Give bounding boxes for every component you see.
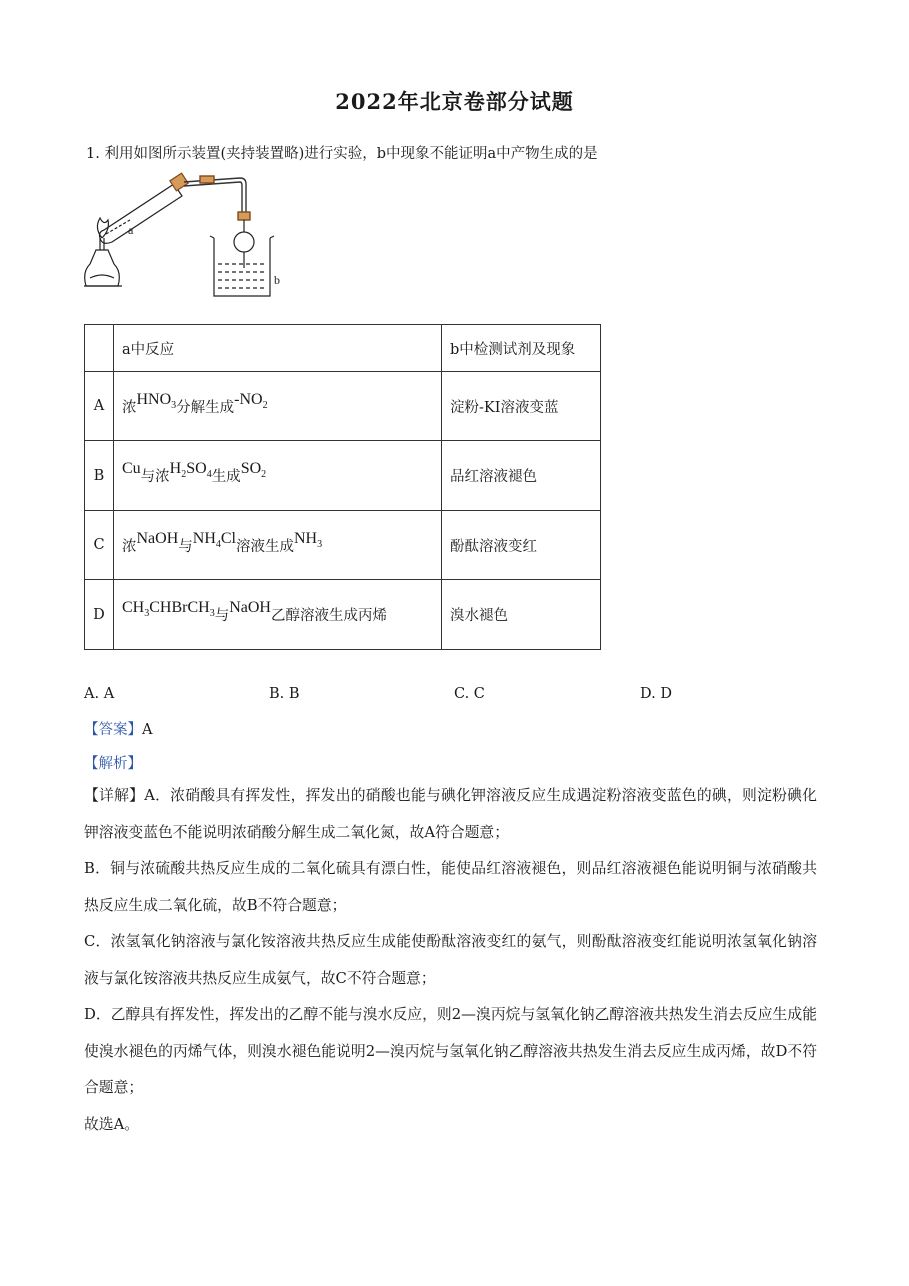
beaker-icon bbox=[210, 220, 274, 296]
row-label: A bbox=[85, 372, 114, 441]
detail-paragraph-c: C．浓氢氧化钠溶液与氯化铵溶液共热反应生成能使酚酞溶液变红的氨气，则酚酞溶液变红能说明浓氢氧化钠溶液与氯化铵溶液共热反应生成氨气，故C不符合题意； bbox=[84, 933, 817, 987]
chem-formula: $CH_3CHBrCH_3$ bbox=[122, 599, 215, 619]
reaction-cell: 浓$HNO_3$分解生成$-NO_2$ bbox=[114, 372, 442, 441]
option-d[interactable]: D. D bbox=[640, 686, 672, 702]
option-c[interactable]: C. C bbox=[454, 686, 485, 702]
chem-formula: Cu bbox=[122, 460, 141, 477]
table-row bbox=[85, 441, 601, 511]
header-col-b: b中检测试剂及现象 bbox=[442, 325, 601, 372]
option-b[interactable]: B. B bbox=[269, 686, 300, 702]
apparatus-figure bbox=[78, 168, 288, 302]
reaction-cell: 浓NaOH与$NH_4Cl$溶液生成$NH_3$ bbox=[114, 511, 442, 580]
row-label: B bbox=[85, 441, 114, 511]
answer-line bbox=[84, 718, 152, 739]
label-a: a bbox=[128, 223, 134, 237]
page-title: 2022年北京卷部分试题 bbox=[335, 89, 574, 114]
reactions-table bbox=[84, 324, 601, 650]
chem-formula: $NH_3$ bbox=[294, 529, 323, 550]
detect-cell: 酚酞溶液变红 bbox=[442, 511, 601, 580]
detect-cell: 品红溶液褪色 bbox=[442, 441, 601, 511]
delivery-tube-icon bbox=[184, 176, 250, 220]
table-header-row bbox=[85, 325, 601, 372]
answer-label: 【答案】 bbox=[84, 722, 142, 738]
answer-value: A bbox=[142, 722, 153, 738]
table-row bbox=[85, 580, 601, 650]
row-label: C bbox=[85, 511, 114, 580]
detect-cell: 溴水褪色 bbox=[442, 580, 601, 650]
row-label: D bbox=[85, 580, 114, 650]
chem-formula: $SO_2$ bbox=[240, 460, 267, 480]
reaction-cell: $CH_3CHBrCH_3$与NaOH乙醇溶液生成丙烯 bbox=[114, 580, 442, 650]
detail-paragraph-a: 【详解】A．浓硝酸具有挥发性，挥发出的硝酸也能与碘化钾溶液反应生成遇淀粉溶液变蓝色的碘，则淀粉碘化钾溶液变蓝色不能说明浓硝酸分解生成二氧化氮，故A符合题意； bbox=[84, 787, 817, 841]
detail-section bbox=[84, 778, 817, 1143]
test-tube-icon bbox=[100, 173, 189, 243]
detail-paragraph-b: B．铜与浓硫酸共热反应生成的二氧化硫具有漂白性，能使品红溶液褪色，则品红溶液褪色能说明铜与浓硝酸共热反应生成二氧化硫，故B不符合题意； bbox=[84, 860, 817, 914]
chem-formula: $-NO_2$ bbox=[234, 390, 268, 411]
table-row bbox=[85, 511, 601, 580]
chem-formula: $H_2SO_4$ bbox=[169, 460, 212, 480]
option-a[interactable]: A. A bbox=[84, 686, 115, 702]
chem-formula: NaOH bbox=[136, 529, 179, 547]
detail-label: 【详解】 bbox=[84, 787, 145, 804]
analysis-label: 【解析】 bbox=[84, 756, 142, 772]
chem-formula: $HNO_3$ bbox=[136, 390, 177, 411]
chem-formula: $NH_4Cl$ bbox=[192, 529, 236, 550]
header-col-a: a中反应 bbox=[114, 325, 442, 372]
detail-paragraph-d: D．乙醇具有挥发性，挥发出的乙醇不能与溴水反应，则2—溴丙烷与氢氧化钠乙醇溶液共热发生消去反应生成能使溴水褪色的丙烯气体，则溴水褪色能说明2—溴丙烷与氢氧化钠乙醇溶液共热发生消去反应生成丙烯，故D不符合题意； bbox=[84, 1006, 817, 1096]
table-row bbox=[85, 372, 601, 441]
chem-formula: NaOH bbox=[229, 599, 271, 616]
reaction-cell: Cu与浓$H_2SO_4$生成$SO_2$ bbox=[114, 441, 442, 511]
label-b: b bbox=[274, 273, 280, 287]
table-corner-cell bbox=[85, 325, 114, 372]
detect-cell: 淀粉-KI溶液变蓝 bbox=[442, 372, 601, 441]
detail-conclusion: 故选A。 bbox=[84, 1115, 140, 1133]
question-stem: 1. 利用如图所示装置(夹持装置略)进行实验，b中现象不能证明a中产物生成的是 bbox=[86, 146, 598, 162]
